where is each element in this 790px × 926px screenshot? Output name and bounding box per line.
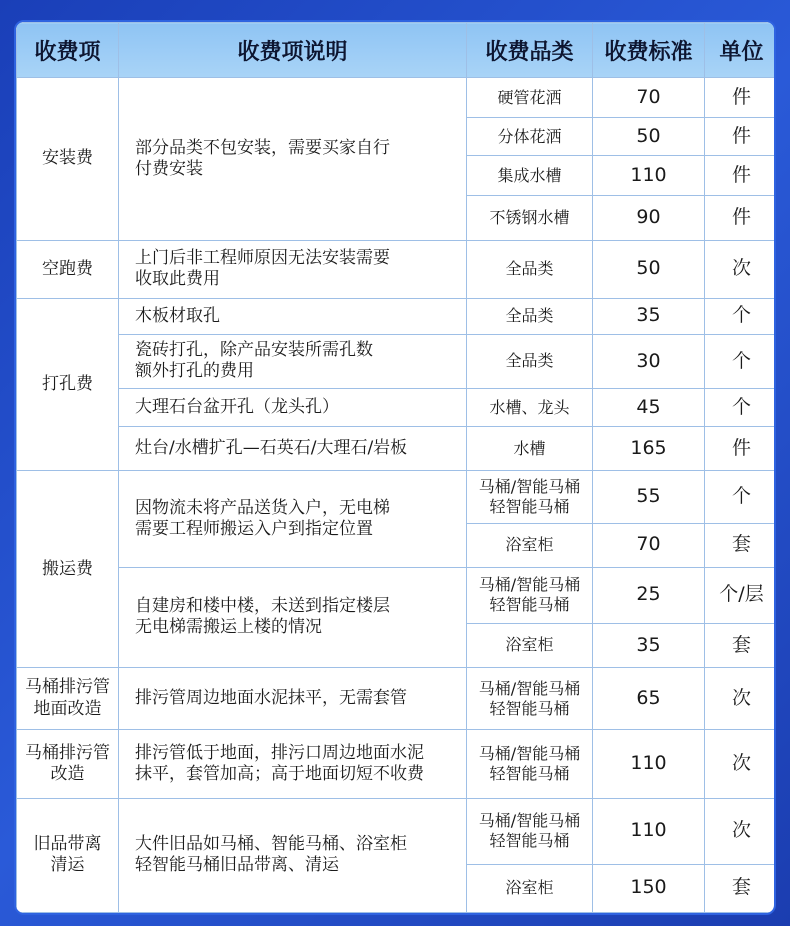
fee-desc: 因物流未将产品送货入户，无电梯 需要工程师搬运入户到指定位置 xyxy=(119,471,467,567)
fee-category: 不锈钢水槽 xyxy=(467,196,593,240)
fee-category: 马桶/智能马桶 轻智能马桶 xyxy=(467,471,593,523)
fee-price: 35 xyxy=(593,623,705,667)
fee-price: 165 xyxy=(593,427,705,471)
fee-price: 50 xyxy=(593,118,705,156)
fee-category: 分体花洒 xyxy=(467,118,593,156)
fee-unit: 件 xyxy=(705,196,777,240)
fee-category: 全品类 xyxy=(467,334,593,388)
table-row xyxy=(17,730,777,798)
fee-unit: 件 xyxy=(705,427,777,471)
fee-category: 马桶/智能马桶 轻智能马桶 xyxy=(467,567,593,623)
fee-unit: 次 xyxy=(705,798,777,864)
fee-category: 集成水槽 xyxy=(467,156,593,196)
table-row xyxy=(17,427,777,471)
fee-category: 全品类 xyxy=(467,240,593,298)
fee-desc-install: 部分品类不包安装，需要买家自行 付费安装 xyxy=(119,78,467,241)
fee-desc: 瓷砖打孔，除产品安装所需孔数 额外打孔的费用 xyxy=(119,334,467,388)
fee-price: 110 xyxy=(593,156,705,196)
fee-category: 浴室柜 xyxy=(467,864,593,912)
fee-price: 25 xyxy=(593,567,705,623)
table-row xyxy=(17,298,777,334)
fee-price: 30 xyxy=(593,334,705,388)
table-row xyxy=(17,567,777,623)
fee-name-drilling: 打孔费 xyxy=(17,298,119,471)
fee-desc-empty-run: 上门后非工程师原因无法安装需要 收取此费用 xyxy=(119,240,467,298)
fee-desc: 大理石台盆开孔（龙头孔） xyxy=(119,389,467,427)
fee-category: 水槽、龙头 xyxy=(467,389,593,427)
fee-name-haul: 旧品带离 清运 xyxy=(17,798,119,913)
table-row xyxy=(17,471,777,523)
header-fee-item: 收费项 xyxy=(17,23,119,78)
fee-unit: 套 xyxy=(705,523,777,567)
header-fee-category: 收费品类 xyxy=(467,23,593,78)
fee-category: 马桶/智能马桶 轻智能马桶 xyxy=(467,798,593,864)
fee-table xyxy=(16,22,776,913)
fee-name-install: 安装费 xyxy=(17,78,119,241)
fee-desc: 排污管周边地面水泥抹平，无需套管 xyxy=(119,668,467,730)
fee-price: 150 xyxy=(593,864,705,912)
fee-unit: 个 xyxy=(705,334,777,388)
fee-name-drain-mod: 马桶排污管 改造 xyxy=(17,730,119,798)
fee-category: 水槽 xyxy=(467,427,593,471)
fee-price: 70 xyxy=(593,523,705,567)
fee-desc: 自建房和楼中楼，未送到指定楼层 无电梯需搬运上楼的情况 xyxy=(119,567,467,667)
table-row xyxy=(17,334,777,388)
fee-category: 全品类 xyxy=(467,298,593,334)
header-fee-standard: 收费标准 xyxy=(593,23,705,78)
fee-unit: 件 xyxy=(705,156,777,196)
fee-price: 50 xyxy=(593,240,705,298)
fee-desc: 排污管低于地面，排污口周边地面水泥 抹平，套管加高；高于地面切短不收费 xyxy=(119,730,467,798)
fee-name-moving: 搬运费 xyxy=(17,471,119,668)
fee-price: 110 xyxy=(593,798,705,864)
fee-category: 马桶/智能马桶 轻智能马桶 xyxy=(467,730,593,798)
fee-category: 马桶/智能马桶 轻智能马桶 xyxy=(467,668,593,730)
fee-price: 35 xyxy=(593,298,705,334)
fee-price: 70 xyxy=(593,78,705,118)
fee-price: 65 xyxy=(593,668,705,730)
fee-unit: 个 xyxy=(705,389,777,427)
fee-unit: 件 xyxy=(705,118,777,156)
fee-unit: 件 xyxy=(705,78,777,118)
fee-category: 硬管花洒 xyxy=(467,78,593,118)
header-row xyxy=(17,23,777,78)
fee-desc: 木板材取孔 xyxy=(119,298,467,334)
table-row xyxy=(17,668,777,730)
fee-unit: 个/层 xyxy=(705,567,777,623)
fee-desc: 大件旧品如马桶、智能马桶、浴室柜 轻智能马桶旧品带离、清运 xyxy=(119,798,467,913)
fee-unit: 次 xyxy=(705,730,777,798)
table-row xyxy=(17,798,777,864)
table-row xyxy=(17,389,777,427)
fee-price: 90 xyxy=(593,196,705,240)
header-fee-description: 收费项说明 xyxy=(119,23,467,78)
fee-unit: 套 xyxy=(705,864,777,912)
fee-unit: 次 xyxy=(705,240,777,298)
fee-price: 55 xyxy=(593,471,705,523)
fee-price: 110 xyxy=(593,730,705,798)
fee-unit: 套 xyxy=(705,623,777,667)
fee-category: 浴室柜 xyxy=(467,523,593,567)
fee-table-card xyxy=(14,20,776,915)
fee-desc: 灶台/水槽扩孔—石英石/大理石/岩板 xyxy=(119,427,467,471)
fee-category: 浴室柜 xyxy=(467,623,593,667)
fee-unit: 次 xyxy=(705,668,777,730)
table-row xyxy=(17,78,777,118)
fee-unit: 个 xyxy=(705,298,777,334)
fee-price: 45 xyxy=(593,389,705,427)
fee-name-empty-run: 空跑费 xyxy=(17,240,119,298)
fee-unit: 个 xyxy=(705,471,777,523)
fee-name-drain-floor: 马桶排污管 地面改造 xyxy=(17,668,119,730)
header-unit: 单位 xyxy=(705,23,777,78)
table-row xyxy=(17,240,777,298)
